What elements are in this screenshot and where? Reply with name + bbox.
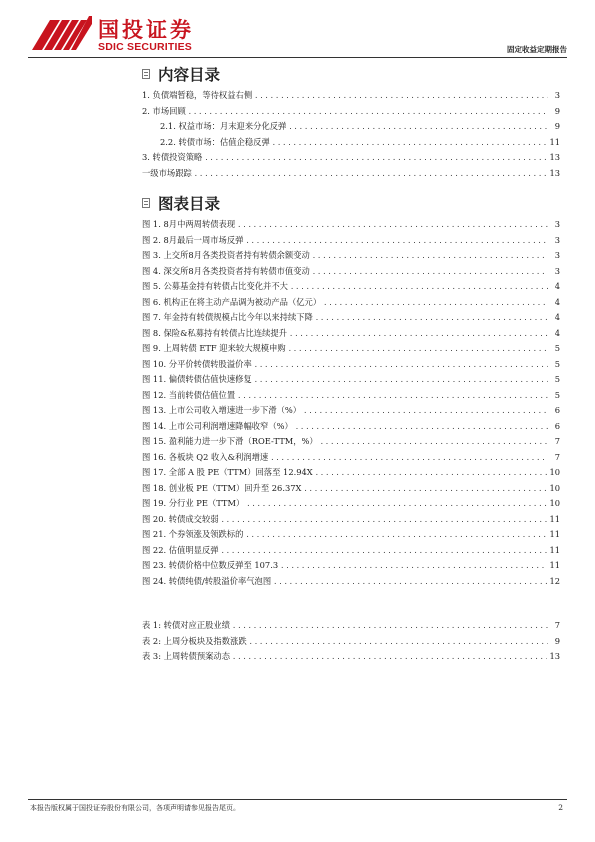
toc-entry[interactable] [142, 104, 560, 120]
company-logo [30, 14, 205, 54]
toc-entry-page: 10 [549, 482, 560, 493]
dot-leader [254, 358, 548, 374]
toc-entry-page: 12 [549, 575, 560, 586]
toc-entry-label: 图 13. 上市公司收入增速进一步下滑（%） [142, 405, 302, 415]
toc-entry[interactable] [142, 558, 560, 574]
footer-divider [28, 799, 567, 800]
toc-entry[interactable] [142, 527, 560, 543]
toc-entry-page: 6 [554, 405, 560, 415]
toc-entry-page: 11 [549, 560, 560, 570]
toc-entry[interactable] [142, 264, 560, 280]
toc-entry-page: 11 [549, 136, 560, 147]
document-icon [142, 69, 150, 79]
toc-entry[interactable] [142, 372, 560, 388]
toc-entry[interactable] [142, 310, 560, 326]
dot-leader [288, 342, 548, 358]
document-icon [142, 198, 150, 208]
dot-leader [290, 280, 548, 296]
toc-entry-page: 3 [554, 90, 560, 100]
dot-leader [245, 528, 547, 544]
dot-leader [280, 559, 547, 575]
toc-entry[interactable] [142, 634, 560, 650]
toc-entry[interactable] [142, 649, 560, 665]
contents-heading [142, 64, 220, 84]
dot-leader [303, 404, 548, 420]
toc-entry[interactable] [142, 403, 560, 419]
toc-entry-page: 7 [554, 436, 560, 446]
toc-entry[interactable] [142, 135, 560, 151]
toc-entry-label: 图 23. 转债价格中位数反弹至 107.3 [142, 560, 279, 570]
toc-entry-page: 13 [549, 167, 560, 178]
toc-entry[interactable] [142, 574, 560, 590]
toc-entry[interactable] [142, 341, 560, 357]
toc-entry-page: 13 [549, 152, 560, 162]
toc-entry-page: 13 [549, 651, 560, 661]
dot-leader [246, 497, 547, 513]
toc-entry[interactable] [142, 326, 560, 342]
dot-leader [320, 435, 548, 451]
toc-entry-page: 7 [554, 451, 560, 462]
toc-entry-page: 5 [554, 343, 560, 353]
toc-entry-page: 4 [554, 296, 560, 307]
dot-leader [245, 234, 548, 250]
toc-entry-label: 图 18. 创业板 PE（TTM）回升至 26.37X [142, 482, 302, 493]
toc-entry-label: 1. 负债端暂稳，等待权益右侧 [142, 90, 253, 100]
toc-entry-label: 图 8. 保险&私募持有转债占比连续提升 [142, 327, 288, 338]
toc-entry[interactable] [142, 279, 560, 295]
toc-entry[interactable] [142, 357, 560, 373]
toc-entry-label: 图 5. 公募基金持有转债占比变化并不大 [142, 281, 288, 291]
dot-leader [315, 311, 548, 327]
logo-english-name: SDIC SECURITIES [98, 41, 193, 53]
toc-entry-page: 9 [554, 635, 560, 646]
footer-disclaimer: 本报告版权属于国投证券股份有限公司，各项声明请参见报告尾页。 [30, 804, 240, 812]
toc-entry-page: 9 [554, 121, 560, 131]
toc-entry[interactable] [142, 496, 560, 512]
toc-entry-label: 图 15. 盈利能力进一步下滑（ROE-TTM，%） [142, 436, 318, 446]
toc-entry[interactable] [142, 217, 560, 233]
toc-entry-label: 图 24. 转债纯债/转股溢价率气泡图 [142, 575, 272, 586]
dot-leader [237, 218, 548, 234]
toc-entry[interactable] [142, 434, 560, 450]
figures-heading [142, 193, 220, 213]
toc-entry[interactable] [142, 295, 560, 311]
toc-entry-page: 7 [554, 620, 560, 630]
dot-leader [295, 420, 548, 436]
toc-entry[interactable] [142, 388, 560, 404]
dot-leader [289, 327, 548, 343]
dot-leader [312, 265, 548, 281]
toc-entry-label: 表 1: 转债对应正股业绩 [142, 620, 231, 630]
dot-leader [288, 120, 548, 136]
toc-entry-label: 图 10. 分平价转债转股溢价率 [142, 358, 252, 369]
toc-entry-label: 图 14. 上市公司利润增速降幅收窄（%） [142, 420, 293, 431]
toc-entry-label: 图 20. 转债成交较弱 [142, 513, 219, 524]
toc-entry[interactable] [142, 166, 560, 182]
toc-entry-page: 10 [549, 498, 560, 508]
toc-entry-page: 3 [554, 250, 560, 260]
toc-entry-label: 2. 市场回顾 [142, 105, 186, 116]
dot-leader [254, 89, 548, 105]
toc-entry-page: 5 [554, 374, 560, 384]
report-type-label: 固定收益定期报告 [507, 45, 567, 54]
toc-entry-page: 6 [554, 420, 560, 431]
toc-entry[interactable] [142, 512, 560, 528]
contents-list [142, 88, 560, 181]
toc-entry-page: 11 [549, 544, 560, 555]
dot-leader [315, 466, 548, 482]
toc-entry[interactable] [142, 419, 560, 435]
dot-leader [270, 451, 548, 467]
toc-entry-page: 10 [549, 467, 560, 477]
toc-entry-label: 2.2. 转债市场：估值企稳反弹 [160, 136, 270, 147]
toc-entry-page: 5 [554, 358, 560, 369]
dot-leader [194, 167, 548, 183]
toc-entry-label: 表 3: 上周转债预案动态 [142, 651, 231, 661]
toc-entry-label: 图 19. 分行业 PE（TTM） [142, 498, 245, 508]
toc-entry-label: 图 16. 各板块 Q2 收入&利润增速 [142, 451, 269, 462]
toc-entry-page: 5 [554, 389, 560, 400]
toc-entry[interactable] [142, 150, 560, 166]
contents-title: 内容目录 [158, 66, 221, 84]
toc-entry[interactable] [142, 465, 560, 481]
toc-entry-page: 11 [549, 513, 560, 524]
tables-list [142, 618, 560, 665]
toc-entry[interactable] [142, 543, 560, 559]
toc-entry-page: 4 [554, 327, 560, 338]
toc-entry[interactable] [142, 88, 560, 104]
figures-title: 图表目录 [158, 195, 221, 213]
toc-entry-label: 图 9. 上周转债 ETF 迎来较大规模申购 [142, 343, 286, 353]
toc-entry[interactable] [142, 248, 560, 264]
toc-entry-label: 2.1. 权益市场：月末迎来分化反弹 [160, 121, 287, 131]
header-divider [28, 57, 567, 58]
toc-entry-label: 图 21. 个券领涨及领跌标的 [142, 529, 244, 539]
dot-leader [249, 635, 548, 651]
toc-entry-label: 图 4. 深交所8月各类投资者持有转债市值变动 [142, 265, 310, 276]
toc-entry-page: 4 [554, 312, 560, 322]
toc-entry-label: 图 11. 偏债转债估值快速修复 [142, 374, 252, 384]
dot-leader [221, 544, 548, 560]
dot-leader [303, 482, 547, 498]
dot-leader [188, 105, 548, 121]
toc-entry-label: 3. 转债投资策略 [142, 152, 203, 162]
toc-entry[interactable] [142, 119, 560, 135]
toc-entry-page: 11 [549, 529, 560, 539]
dot-leader [272, 136, 548, 152]
dot-leader [232, 650, 547, 666]
toc-entry-label: 图 2. 8月最后一周市场反弹 [142, 234, 244, 245]
dot-leader [204, 151, 547, 167]
figures-list [142, 217, 560, 589]
toc-entry-label: 表 2: 上周分板块及指数涨跌 [142, 635, 247, 646]
logo-chinese-name: 国投证券 [98, 18, 194, 42]
toc-entry-page: 9 [554, 105, 560, 116]
toc-entry[interactable] [142, 618, 560, 634]
toc-entry[interactable] [142, 450, 560, 466]
toc-entry[interactable] [142, 233, 560, 249]
toc-entry-label: 图 3. 上交所8月各类投资者持有转债余额变动 [142, 250, 310, 260]
toc-entry-label: 图 22. 估值明显反弹 [142, 544, 219, 555]
toc-entry-label: 图 7. 年金持有转债规模占比今年以来持续下降 [142, 312, 313, 322]
toc-entry-page: 4 [554, 281, 560, 291]
dot-leader [273, 575, 547, 591]
logo-stripes-icon [30, 16, 92, 52]
dot-leader [237, 389, 548, 405]
dot-leader [254, 373, 548, 389]
toc-entry-label: 图 6. 机构正在将主动产品调为被动产品（亿元） [142, 296, 322, 307]
toc-entry[interactable] [142, 481, 560, 497]
dot-leader [221, 513, 548, 529]
page-number: 2 [558, 803, 563, 812]
dot-leader [323, 296, 548, 312]
dot-leader [312, 249, 548, 265]
toc-entry-label: 图 17. 全部 A 股 PE（TTM）回落至 12.94X [142, 467, 313, 477]
toc-entry-page: 3 [554, 219, 560, 229]
toc-entry-page: 3 [554, 234, 560, 245]
toc-entry-label: 图 1. 8月中两周转债表现 [142, 219, 236, 229]
toc-entry-label: 图 12. 当前转债估值位置 [142, 389, 236, 400]
toc-entry-page: 3 [554, 265, 560, 276]
toc-entry-label: 一级市场跟踪 [142, 167, 192, 178]
dot-leader [232, 619, 548, 635]
